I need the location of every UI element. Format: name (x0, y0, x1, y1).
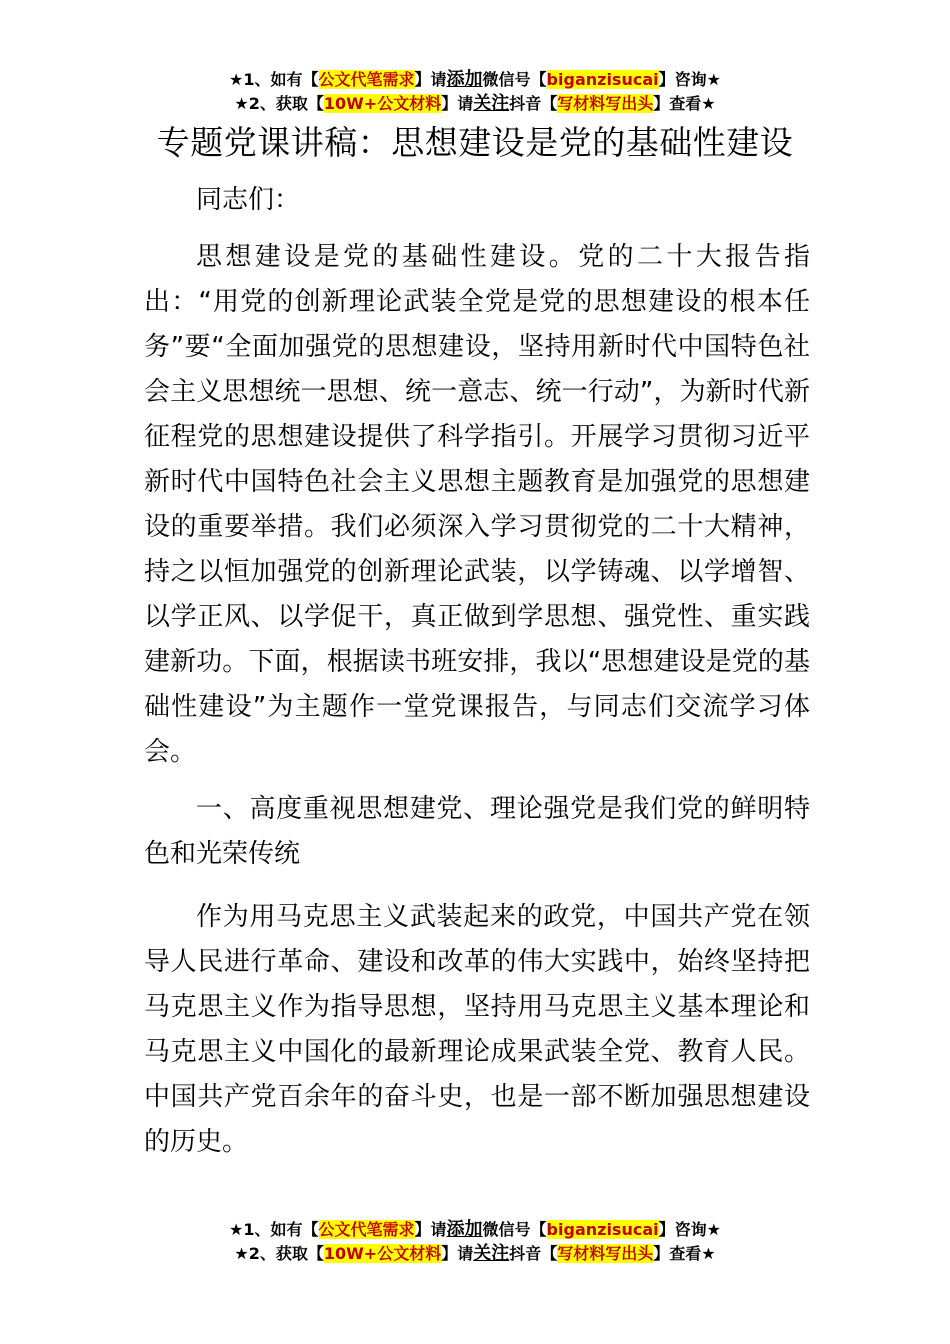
header-line2-middle-b: 关注 (473, 93, 510, 114)
footer-line2-middle-a: 】请 (441, 1244, 474, 1263)
header-line1-middle-b: 添加 (446, 69, 483, 90)
footer-line1-highlight-wechat: biganzisucai (546, 1220, 659, 1239)
section-heading-1: 一、高度重视思想建党、理论强党是我们党的鲜明特色和光荣传统 (144, 794, 810, 869)
footer-banner-line-2 (0, 1242, 950, 1266)
footer-line2-prefix: ★2、获取【 (234, 1244, 324, 1263)
footer-banner (0, 1218, 950, 1266)
header-line1-middle-c: 微信号【 (482, 70, 547, 89)
footer-line2-middle-b: 关注 (473, 1243, 510, 1264)
footer-line2-suffix: 】查看★ (653, 1244, 716, 1263)
document-body (144, 178, 810, 1165)
footer-line2-highlight-materials: 10W+公文材料 (323, 1244, 442, 1263)
footer-line1-prefix: ★1、如有【 (229, 1220, 319, 1239)
salutation: 同志们： (196, 185, 301, 215)
footer-line1-middle-c: 微信号【 (482, 1220, 547, 1239)
header-line2-suffix: 】查看★ (653, 94, 716, 113)
paragraph-history: 作为用马克思主义武装起来的政党，中国共产党在领导人民进行革命、建设和改革的伟大实践中，始终坚持把马克思主义作为指导思想，坚持用马克思主义基本理论和马克思主义中国化的最新理论成果武装全党、教育人民。中国共产党百余年的奋斗史，也是一部不断加强思想建设的历史。 (144, 902, 810, 1157)
footer-line1-middle-b: 添加 (446, 1219, 483, 1240)
header-line2-middle-a: 】请 (441, 94, 474, 113)
header-line2-highlight-materials: 10W+公文材料 (323, 94, 442, 113)
header-line1-highlight-wechat: biganzisucai (546, 70, 659, 89)
header-line1-middle-a: 】请 (414, 70, 447, 89)
paragraph-intro: 思想建设是党的基础性建设。党的二十大报告指出：“用党的创新理论武装全党是党的思想建设的根本任务”要“全面加强党的思想建设，坚持用新时代中国特色社会主义思想统一思想、统一意志、统一行动”，为新时代新征程党的思想建设提供了科学指引。开展学习贯彻习近平新时代中国特色社会主义思想主题教育是加强党的思想建设的重要举措。我们必须深入学习贯彻党的二十大精神，持之以恒加强党的创新理论武装，以学铸魂、以学增智、以学正风、以学促干，真正做到学思想、强党性、重实践建新功。下面，根据读书班安排，我以“思想建设是党的基础性建设”为主题作一堂党课报告，与同志们交流学习体会。 (144, 242, 810, 767)
header-line2-middle-c: 抖音【 (509, 94, 558, 113)
header-banner (0, 68, 950, 116)
document-title: 专题党课讲稿：思想建设是党的基础性建设 (156, 123, 794, 162)
footer-line2-middle-c: 抖音【 (509, 1244, 558, 1263)
header-banner-line-1 (0, 68, 950, 92)
header-line1-suffix: 】咨询★ (658, 70, 721, 89)
footer-banner-line-1 (0, 1218, 950, 1242)
header-line2-prefix: ★2、获取【 (234, 94, 324, 113)
header-line1-prefix: ★1、如有【 (229, 70, 319, 89)
header-banner-line-2 (0, 92, 950, 116)
header-line1-highlight-service: 公文代笔需求 (318, 70, 415, 89)
footer-line1-middle-a: 】请 (414, 1220, 447, 1239)
footer-line1-suffix: 】咨询★ (658, 1220, 721, 1239)
footer-line1-highlight-service: 公文代笔需求 (318, 1220, 415, 1239)
footer-line2-highlight-douyin: 写材料写出头 (557, 1244, 654, 1263)
header-line2-highlight-douyin: 写材料写出头 (557, 94, 654, 113)
